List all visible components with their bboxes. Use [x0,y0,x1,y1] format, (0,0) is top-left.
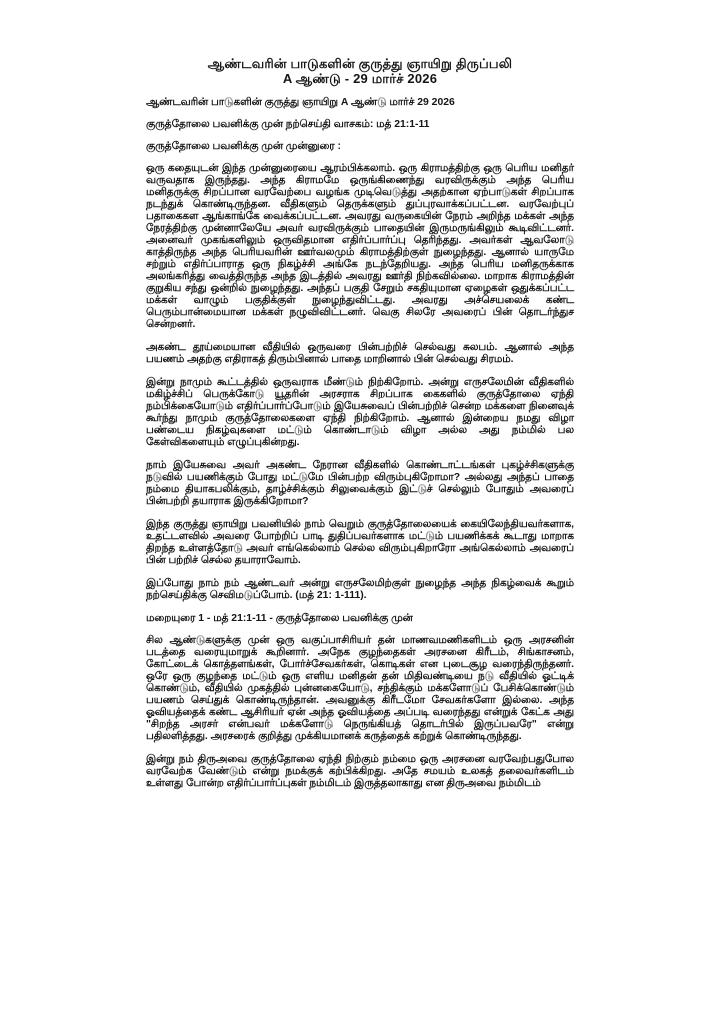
homily-heading: மறையுரை 1 - மத் 21:1-11 - குருத்தோலை பவனிக்கு முன் [146,613,413,624]
intro-paragraph-1: ஒரு கதையுடன் இந்த முன்னுரையை ஆரம்பிக்கலாம். ஒரு கிராமத்திற்கு ஒரு பெரிய மனிதர் வருவதாக இருந்தது. அந்த கிராமமே ஒருங்கிணைந்து வரவிருக்கும் அந்த பெரிய மனிதருக்கு சிறப்பான வரவேற்பை வழங்க முடிவெடுத்து அதற்கான ஏற்பாடுகள் சிறப்பாக நடந்துக் கொண்டிருந்தன. வீதிகளும் தெருக்களும் துப்புரவாக்கப்பட்டன. வரவேற்புப் பதாகைகள ஆங்காங்கே வைக்கப்பட்டன. அவரது வருகையின் நேரம் அறிந்த மக்கள் அந்த நேரத்திற்கு முன்னாலேயே அவர் வரவிருக்கும் பாதையின் இருமருங்கிலும் கூடிவிட்டனர். அனைவர் முகங்களிலும் ஒருவிதமான எதிர்ப்பார்ப்பு தெரிந்தது. அவர்கள் ஆவலோடு காத்திருந்த அந்த பெரியவரின் ஊர்வலமும் கிராமத்திற்குள் நுழைந்தது. ஆனால் யாருமே சற்றும் எதிர்ப்பாராத ஒரு நிகழ்ச்சி அங்கே நடந்தேறியது. அந்த பெரிய மனிதருக்காக அலங்கரித்து வைத்திருந்த அந்த இடத்தில் அவரது ஊர்தி நிற்கவில்லை. மாறாக கிராமத்தின் குறுகிய சந்து ஒன்றில் நுழைந்தது. அந்தப் பகுதி சேறும் சகதியுமான ஏழைகள் ஒதுக்கப்பட்ட மக்கள் வாழும் பகுதிக்குள் நுழைந்துவிட்டது. அவரது அச்செயலைக் கண்ட பெரும்பான்மையான மக்கள் நழுவிவிட்டனர். வெகு சிலரே அவரைப் பின் தொடர்ந்துச சென்றனர். [146,163,574,330]
gospel-reference-line: குருத்தோலை பவனிக்கு முன் நற்செய்தி வாசகம்: மத் 21:1-11 [146,119,430,130]
homily-paragraph-1: சில ஆண்டுகளுக்கு முன் ஒரு வகுப்பாசிரியர் தன் மாணவமணிகளிடம் ஒரு அரசனின் படத்தை வரையுமாறுக் கூறினார். அநேக குழந்தைகள் அரசனை கிரீடம், சிங்காசனம், கோட்டைக் கொத்தளங்கள், போர்ச்சேவகர்கள், கொடிகள் என புடைசூழ வரைந்திருந்தனர். ஒரே ஒரு குழந்தை மட்டும் ஒரு எளிய மனிதன் தன் மிதிவண்டியை நடு வீதியில் ஓட்டிக் கொண்டும், வீதியில் முகத்தில் புன்னகையோடு, சந்திக்கும் மக்களோடுப் பேசிக்கொண்டும் பயணம் செய்துக் கொண்டிருந்தான். அவனுக்கு கிரீடமோ சேவகர்களோ இல்லை. அந்த ஓவியத்தைக் கண்ட ஆசிரியர் ஏன் அந்த ஓவியத்தை அப்படி வரைந்தது என்றுக் கேட்க அது "சிறந்த அரசர் என்பவர் மக்களோடு நெருங்கியத் தொடர்பில் இருப்பவரே" என்று பதிலளித்தது. அரசரைக் குறித்து முக்கியமானக் கருத்தைக் கற்றுக் கொண்டிருந்தது. [146,635,574,742]
title-line-2: A ஆண்டு - 29 மார்ச் 2026 [282,71,438,86]
page-title [146,56,574,86]
intro-paragraph-4: நாம் இயேசுவை அவர் அகண்ட நேரான வீதிகளில் கொண்டாட்டங்கள் புகழ்ச்சிகளுக்கு நடுவில் பயணிக்கும் போது மட்டுமே பின்பற்ற விரும்புகிறோமா? அல்லது அந்தப் பாதை நம்மை தியாகபலிக்கும், தாழ்ச்சிக்கும் சிலுவைக்கும் இட்டுச் செல்லும் போதும் அவரைப் பின்பற்றி தயாராக இருக்கிறோமா? [146,460,574,507]
subtitle-line: ஆண்டவரின் பாடுகளின் குருத்து ஞாயிறு A ஆண்டு மார்ச் 29 2026 [146,97,455,108]
intro-paragraph-2: அகண்ட தூய்மையான வீதியில் ஒருவரை பின்பற்றிச் செல்வது சுலபம். ஆனால் அந்த பயணம் அதற்கு எதிராகத் திரும்பினால் பாதை மாறினால் பின் செல்வது சிரமம். [146,342,574,365]
homily-paragraph-2: இன்று நம் திருஅவை குருத்தோலை ஏந்தி நிற்கும் நம்மை ஒரு அரசனை வரவேற்பதுபோல வரவேற்க வேண்டும் என்று நமக்குக் கற்பிக்கிறது. அதே சமயம் உலகத் தலைவர்களிடம் உள்ளது போன்ற எதிர்ப்பார்ப்புகள் நம்மிடம் இருத்தலாகாது என திருஅவை நம்மிடம் [146,754,574,789]
intro-paragraph-5: இந்த குருத்து ஞாயிறு பவனியில் நாம் வெறும் குருத்தோலையைக் கையிலேந்தியவர்களாக, உதட்டளவில் அவரை போற்றிப் பாடி துதிப்பவர்களாக மட்டும் பயணிக்கக் கூடாது மாறாக திறந்த உள்ளத்தோடு அவர் எங்கெல்லாம் செல்ல விரும்புகிறாரோ அங்கெல்லாம் அவரைப் பின் பற்றிச் செல்ல தயாராவோம். [146,519,574,566]
intro-paragraph-3: இன்று நாமும் கூட்டத்தில் ஒருவராக மீண்டும் நிற்கிறோம். அன்று எருசலேமின் வீதிகளில் மகிழ்ச்சிப் பெருக்கோடு யூதரின் அரசராக சிறப்பாக கைகளில் குருத்தோலை ஏந்தி நம்பிக்கையோடும் எதிர்ப்பார்ப்போடும் இயேசுவைப் பின்பற்றிச் சென்ற மக்களை நினைவுக் கூர்ந்து நாமும் குருத்தோலைகளை ஏந்தி நிற்கிறோம். ஆனால் இன்றைய நமது விழா பண்டைய நிகழ்வுகளை மட்டும் கொண்டாடும் விழா அல்ல அது நம்மில் பல கேள்விகளையும் எழுப்புகின்றது. [146,377,574,448]
title-line-1: ஆண்டவரின் பாடுகளின் குருத்து ஞாயிறு திருப்பலி [207,56,513,71]
intro-paragraph-6: இப்போது நாம் நம் ஆண்டவர் அன்று எருசலேமிற்குள் நுழைந்த அந்த நிகழ்வைக் கூறும் நற்செய்திக்கு செவிமடுப்போம். (மத் 21: 1-111). [146,578,574,601]
intro-heading: குருத்தோலை பவனிக்கு முன் முன்னுரை : [146,141,342,152]
